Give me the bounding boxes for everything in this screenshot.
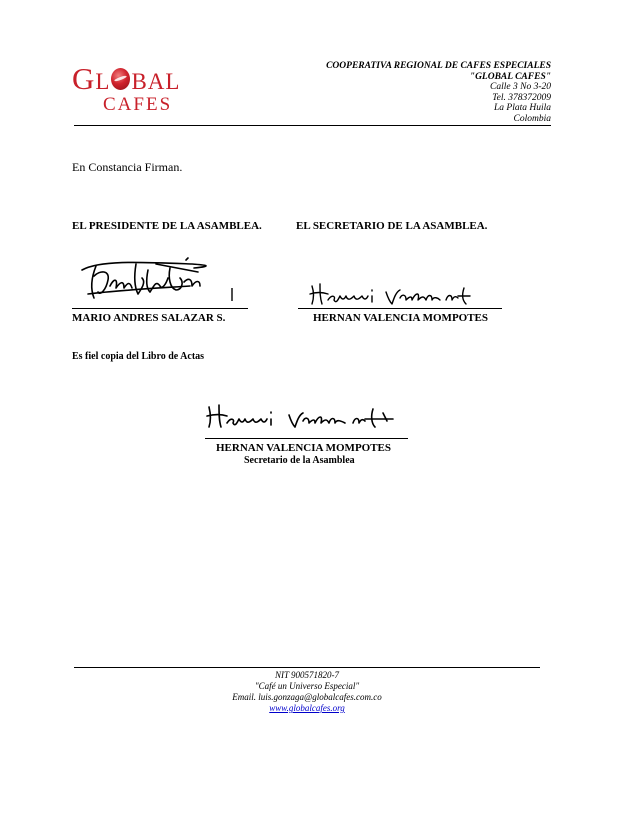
signature-mark	[228, 286, 236, 304]
secretary-title: EL SECRETARIO DE LA ASAMBLEA.	[296, 220, 488, 232]
logo-subtitle: CAFES	[103, 94, 173, 115]
company-name: COOPERATIVA REGIONAL DE CAFES ESPECIALES	[326, 61, 551, 71]
company-address: Calle 3 No 3-20	[490, 82, 551, 92]
final-secretary-name: HERNAN VALENCIA MOMPOTES	[216, 442, 392, 454]
coffee-bean-icon	[111, 68, 130, 90]
company-phone: Tel. 378372009	[492, 92, 551, 103]
footer-nit: NIT 900571820-7	[274, 670, 340, 680]
company-header	[326, 61, 551, 124]
footer-email: Email. luis.gonzaga@globalcafes.com.co	[232, 692, 382, 702]
final-secretary-signature	[205, 403, 397, 433]
president-name: MARIO ANDRES SALAZAR S.	[72, 312, 226, 324]
footer-divider	[74, 667, 540, 668]
president-signature	[80, 256, 240, 304]
president-signature-line	[72, 308, 248, 309]
footer-website-link[interactable]: www.globalcafes.org	[269, 703, 345, 713]
final-signature-line	[205, 438, 408, 439]
logo-wordmark: GL BAL	[72, 61, 181, 96]
president-title: EL PRESIDENTE DE LA ASAMBLEA.	[72, 220, 262, 232]
certified-copy-text: Es fiel copia del Libro de Actas	[72, 351, 205, 362]
company-city: La Plata Huila	[493, 103, 551, 113]
final-secretary-role: Secretario de la Asamblea	[244, 455, 355, 466]
secretary-signature-line	[298, 308, 502, 309]
footer-slogan: "Café un Universo Especial"	[254, 681, 360, 691]
secretary-signature	[308, 282, 474, 310]
footer	[74, 670, 540, 714]
global-cafes-logo	[72, 62, 202, 118]
company-country: Colombia	[513, 113, 551, 124]
company-short-name: "GLOBAL CAFES"	[469, 71, 551, 82]
secretary-name: HERNAN VALENCIA MOMPOTES	[313, 312, 489, 324]
constancia-text: En Constancia Firman.	[72, 160, 183, 174]
header-divider	[74, 125, 551, 126]
